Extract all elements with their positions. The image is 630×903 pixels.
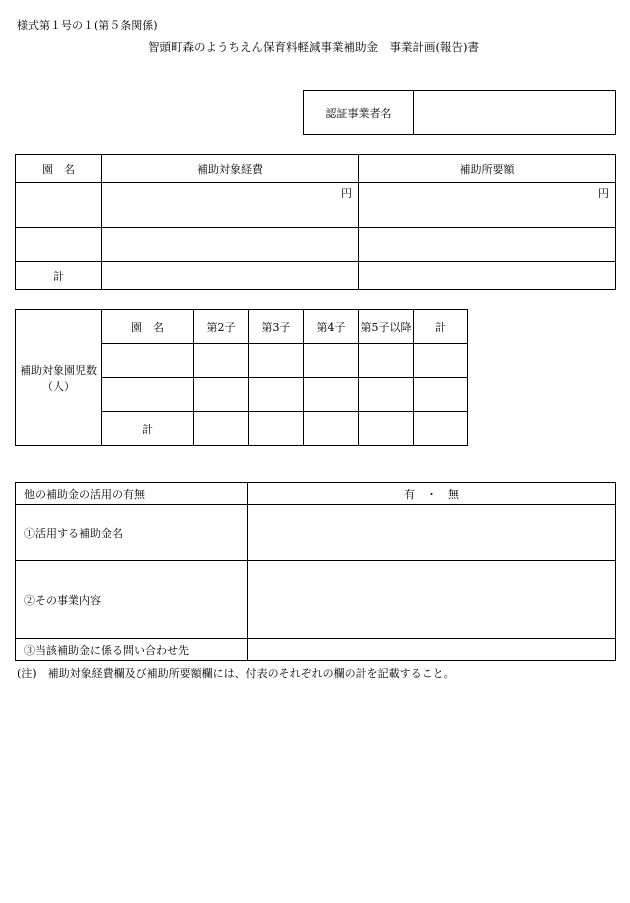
header-second-child: 第2子: [194, 310, 249, 344]
kindergarten-name-cell[interactable]: [16, 183, 102, 228]
footnote: (注) 補助対象経費欄及び補助所要額欄には、付表のそれぞれの欄の計を記載すること。: [17, 667, 455, 680]
total-label: 計: [102, 412, 194, 446]
header-eligible-expenses: 補助対象経費: [102, 155, 359, 183]
certified-operator-field[interactable]: [414, 91, 616, 135]
count-cell[interactable]: [414, 412, 468, 446]
count-cell[interactable]: [194, 412, 249, 446]
count-cell[interactable]: [304, 412, 359, 446]
contact-field[interactable]: [248, 639, 616, 661]
header-kindergarten-name: 園 名: [102, 310, 194, 344]
required-subsidy-cell[interactable]: [359, 228, 616, 262]
form-number: 様式第１号の１(第５条関係): [17, 19, 158, 32]
count-cell[interactable]: [359, 344, 414, 378]
certified-operator-table: [303, 90, 616, 135]
project-content-label: ②その事業内容: [16, 561, 248, 639]
kindergarten-name-cell[interactable]: [102, 344, 194, 378]
count-cell[interactable]: [304, 344, 359, 378]
certified-operator-label: 認証事業者名: [304, 91, 414, 135]
total-expenses-cell[interactable]: [102, 262, 359, 290]
count-cell[interactable]: [194, 378, 249, 412]
document-title: 智頭町森のようちえん保育料軽減事業補助金 事業計画(報告)書: [148, 40, 479, 54]
expense-table: [15, 154, 616, 290]
header-total: 計: [414, 310, 468, 344]
header-fourth-child: 第4子: [304, 310, 359, 344]
yen-unit: 円: [598, 187, 609, 200]
eligible-children-label-line1: 補助対象園児数: [20, 363, 97, 377]
count-cell[interactable]: [249, 412, 304, 446]
count-cell[interactable]: [359, 378, 414, 412]
total-subsidy-cell[interactable]: [359, 262, 616, 290]
count-cell[interactable]: [414, 344, 468, 378]
project-content-field[interactable]: [248, 561, 616, 639]
children-count-table: [15, 309, 468, 446]
eligible-expenses-cell[interactable]: [102, 228, 359, 262]
kindergarten-name-cell[interactable]: [102, 378, 194, 412]
eligible-children-label-line2: （人）: [42, 379, 75, 393]
count-cell[interactable]: [414, 378, 468, 412]
header-required-subsidy: 補助所要額: [359, 155, 616, 183]
count-cell[interactable]: [194, 344, 249, 378]
total-label: 計: [16, 262, 102, 290]
other-subsidy-table: [15, 482, 616, 661]
required-subsidy-cell[interactable]: [359, 183, 616, 228]
subsidy-name-field[interactable]: [248, 505, 616, 561]
count-cell[interactable]: [249, 378, 304, 412]
kindergarten-name-cell[interactable]: [16, 228, 102, 262]
header-fifth-child-plus: 第5子以降: [359, 310, 414, 344]
subsidy-name-label: ①活用する補助金名: [16, 505, 248, 561]
other-subsidy-usage-label: 他の補助金の活用の有無: [16, 483, 248, 505]
yen-unit: 円: [341, 187, 352, 200]
count-cell[interactable]: [249, 344, 304, 378]
contact-label: ③当該補助金に係る問い合わせ先: [16, 639, 248, 661]
count-cell[interactable]: [359, 412, 414, 446]
count-cell[interactable]: [304, 378, 359, 412]
header-third-child: 第3子: [249, 310, 304, 344]
eligible-children-label: [16, 310, 102, 446]
header-kindergarten-name: 園 名: [16, 155, 102, 183]
eligible-expenses-cell[interactable]: [102, 183, 359, 228]
yes-no-selector[interactable]: 有 ・ 無: [248, 483, 616, 505]
